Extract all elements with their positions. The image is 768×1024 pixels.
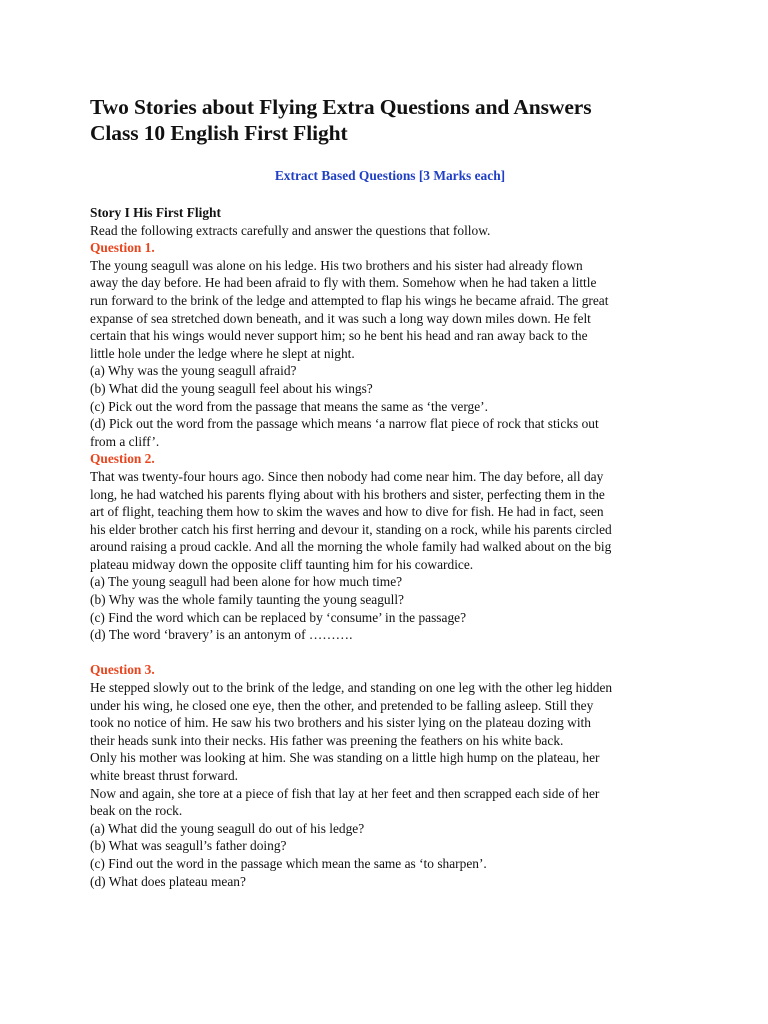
sub-question: from a cliff’.: [90, 433, 160, 449]
sub-questions: [90, 573, 690, 643]
title-line: Two Stories about Flying Extra Questions and Answers: [90, 95, 592, 119]
passage-line: Now and again, she tore at a piece of fish that lay at her feet and then scrapped each side of her: [90, 785, 600, 801]
passage: [90, 257, 690, 363]
passage-line: run forward to the brink of the ledge and attempted to flap his wings he became afraid. The great: [90, 292, 609, 308]
question-heading: Question 1.: [90, 240, 155, 256]
passage-line: his elder brother catch his first herring and devour it, standing on a rock, while his parents circled: [90, 521, 612, 537]
title-line: Class 10 English First Flight: [90, 121, 348, 145]
sub-question: (c) Pick out the word from the passage that means the same as ‘the verge’.: [90, 398, 488, 414]
question-block: [90, 661, 690, 890]
sub-question: (c) Find the word which can be replaced by ‘consume’ in the passage?: [90, 609, 467, 625]
sub-question: (d) Pick out the word from the passage which means ‘a narrow flat piece of rock that sticks out: [90, 416, 599, 432]
sub-question: (a) Why was the young seagull afraid?: [90, 363, 297, 379]
passage-line: away the day before. He had been afraid to fly with them. Somehow when he had taken a little: [90, 275, 597, 291]
spacer: [90, 644, 690, 662]
passage-line: took no notice of him. He saw his two brothers and his sister lying on the plateau dozing with: [90, 715, 591, 731]
sub-question: (a) What did the young seagull do out of his ledge?: [90, 820, 365, 836]
passage-line: That was twenty-four hours ago. Since then nobody had come near him. The day before, all day: [90, 468, 604, 484]
sub-question: (d) The word ‘bravery’ is an antonym of ……….: [90, 627, 353, 643]
passage-line: plateau midway down the opposite cliff taunting him for his cowardice.: [90, 556, 474, 572]
passage-line: their heads sunk into their necks. His father was preening the feathers on his white back.: [90, 732, 564, 748]
passage: [90, 468, 690, 574]
passage-line: around raising a proud cackle. And all the morning the whole family had walked about on the big: [90, 539, 612, 555]
passage-line: art of flight, teaching them how to skim the waves and how to dive for fish. He had in fact, seen: [90, 504, 604, 520]
sub-questions: [90, 362, 690, 450]
passage-line: beak on the rock.: [90, 803, 183, 819]
question-heading: Question 3.: [90, 662, 155, 678]
question-heading: Question 2.: [90, 451, 155, 467]
sub-question: (c) Find out the word in the passage which mean the same as ‘to sharpen’.: [90, 855, 487, 871]
sub-question: (b) Why was the whole family taunting the young seagull?: [90, 592, 404, 608]
passage-line: He stepped slowly out to the brink of the ledge, and standing on one leg with the other leg hidden: [90, 680, 613, 696]
passage-line: Only his mother was looking at him. She was standing on a little high hump on the plateau, her: [90, 750, 600, 766]
passage-line: certain that his wings would never support him; so he bent his head and ran away back to the: [90, 328, 588, 344]
passage-line: white breast thrust forward.: [90, 768, 238, 783]
passage-line: under his wing, he closed one eye, then the other, and pretended to be falling asleep. Still they: [90, 697, 594, 713]
story-title: Story I His First Flight: [90, 205, 221, 220]
document-page: [90, 94, 690, 890]
sub-question: (b) What did the young seagull feel about his wings?: [90, 380, 373, 396]
section-subtitle: Extract Based Questions [3 Marks each]: [274, 168, 506, 183]
passage-line: expanse of sea stretched down beneath, and it was such a long way down miles down. He felt: [90, 310, 591, 326]
instructions: Read the following extracts carefully and answer the questions that follow.: [90, 222, 491, 238]
passage-line: little hole under the ledge where he slept at night.: [90, 345, 355, 361]
question-block: [90, 450, 690, 644]
sub-question: (b) What was seagull’s father doing?: [90, 838, 287, 854]
passage-line: The young seagull was alone on his ledge. His two brothers and his sister had already flown: [90, 257, 583, 273]
passage-line: long, he had watched his parents flying about with his brothers and sister, perfecting them in the: [90, 486, 605, 502]
sub-question: (a) The young seagull had been alone for how much time?: [90, 574, 403, 590]
question-block: [90, 239, 690, 450]
page-title: [90, 94, 690, 146]
passage: [90, 679, 690, 820]
sub-question: (d) What does plateau mean?: [90, 873, 246, 889]
sub-questions: [90, 820, 690, 890]
